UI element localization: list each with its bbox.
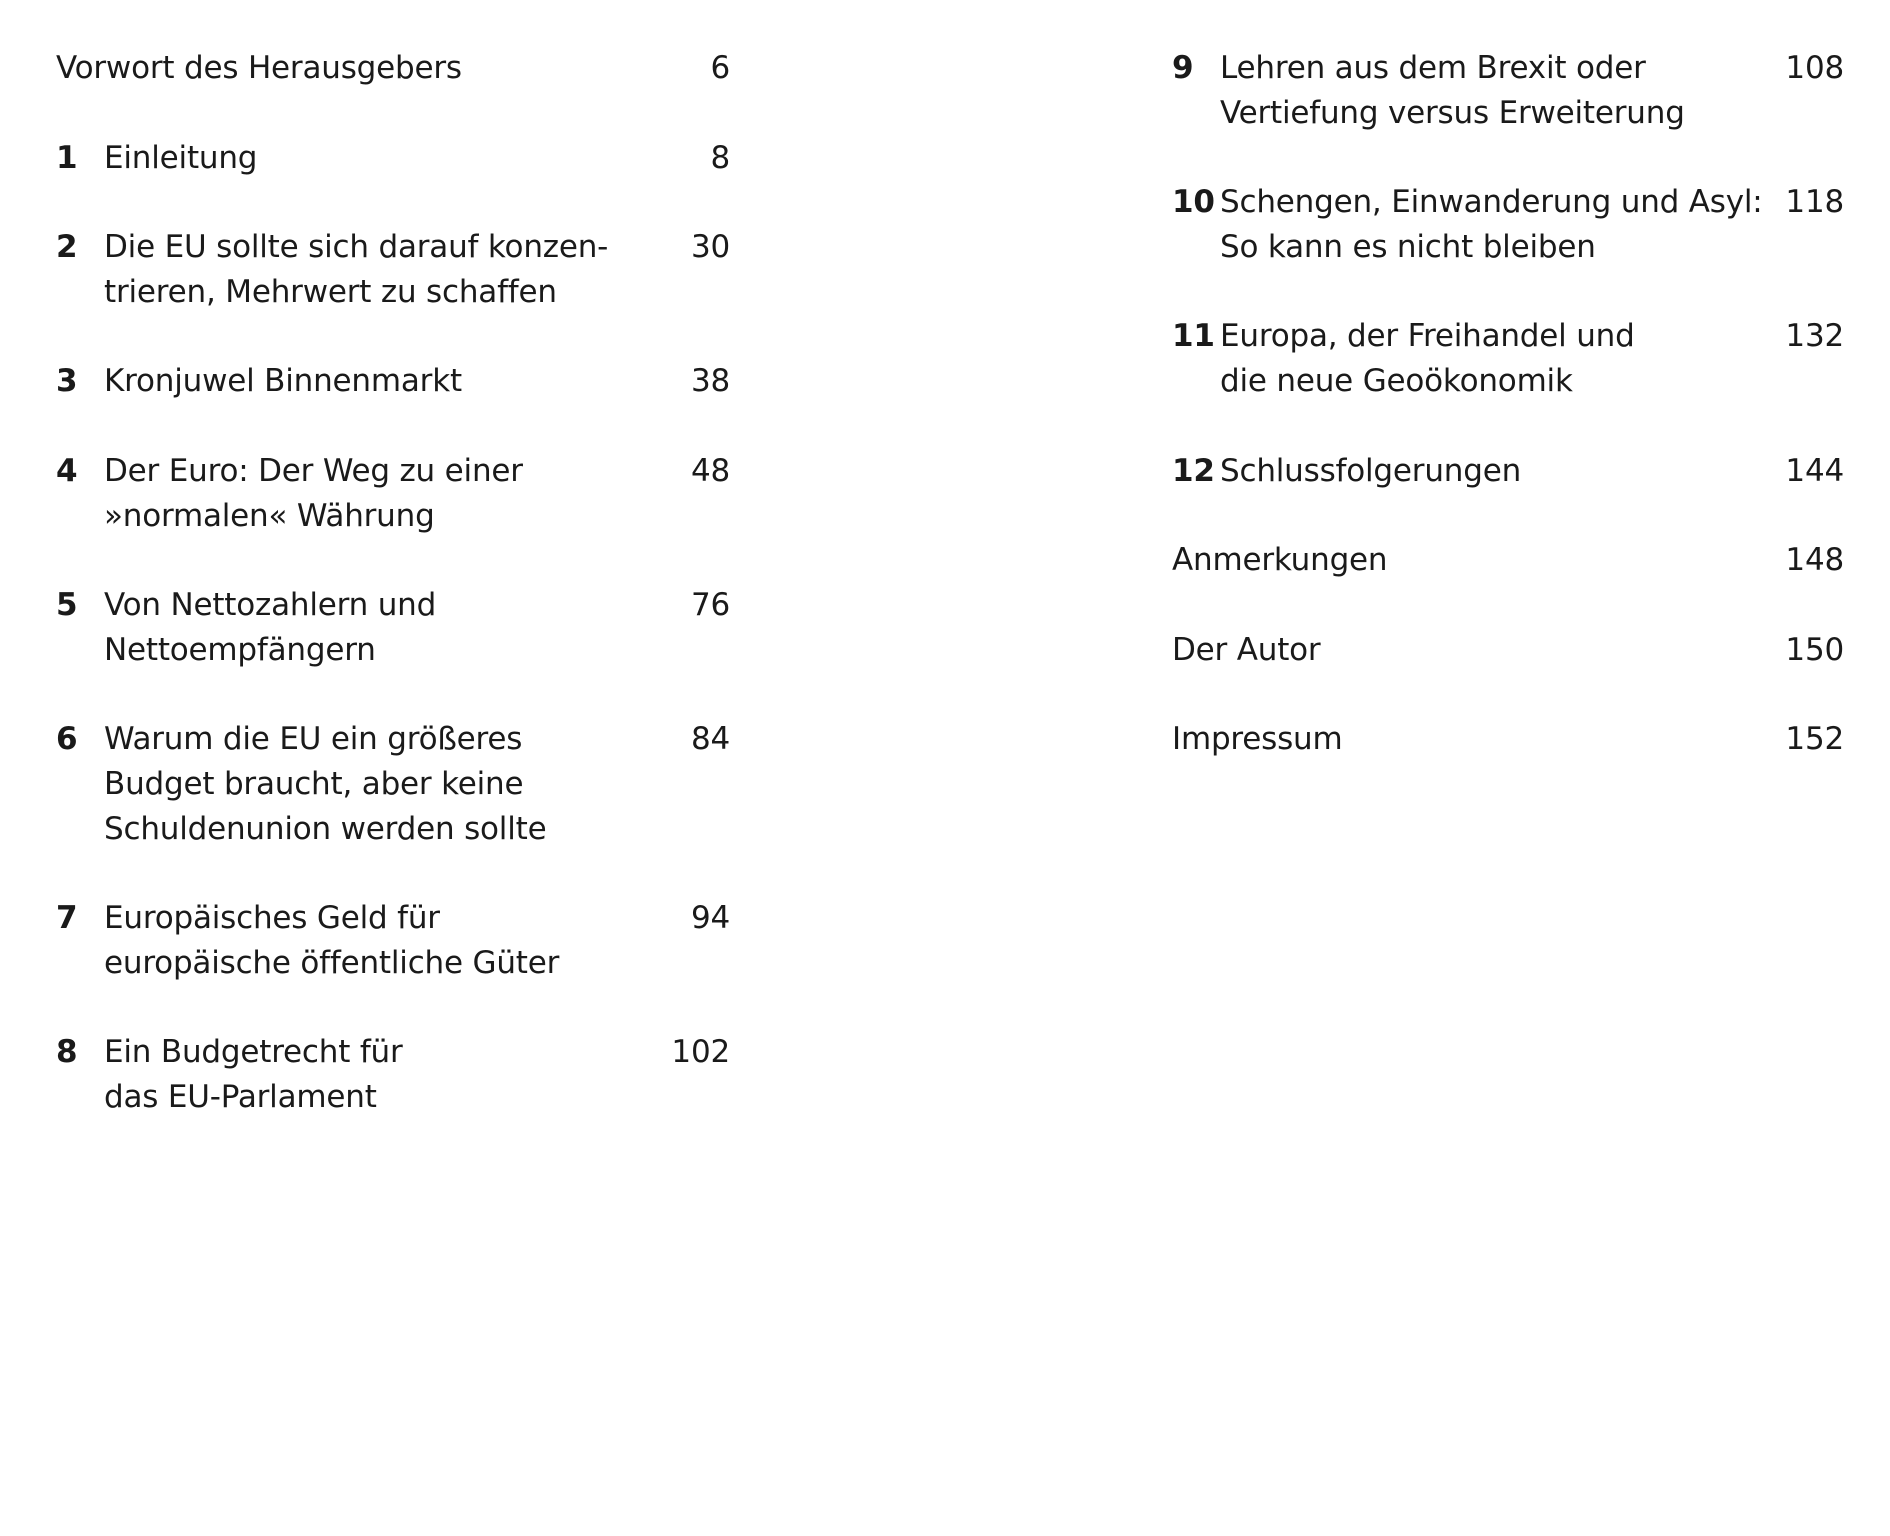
toc-entry-page: 148 xyxy=(1785,542,1844,578)
toc-entry-page: 84 xyxy=(690,721,730,757)
toc-entry-page: 118 xyxy=(1785,184,1844,220)
toc-entry-chapter-10[interactable] xyxy=(1172,180,1844,270)
toc-entry-page: 48 xyxy=(690,453,730,489)
toc-entry-page: 152 xyxy=(1785,721,1844,757)
toc-entry-number: 7 xyxy=(56,900,78,936)
toc-entry-number: 1 xyxy=(56,140,78,176)
toc-entry-chapter-11[interactable] xyxy=(1172,314,1844,404)
toc-entry-title: Von Nettozahlern und Nettoempfängern xyxy=(104,587,437,668)
toc-entry-title: Europa, der Freihandel und die neue Geoökonomik xyxy=(1220,318,1635,399)
toc-entry-chapter-8[interactable] xyxy=(56,1030,730,1120)
toc-entry-page: 94 xyxy=(690,900,730,936)
toc-entry-title: Kronjuwel Binnenmarkt xyxy=(104,363,462,399)
toc-entry-chapter-3[interactable] xyxy=(56,359,730,404)
toc-entry-page: 150 xyxy=(1785,632,1844,668)
toc-entry-number: 2 xyxy=(56,229,78,265)
toc-entry-chapter-9[interactable] xyxy=(1172,46,1844,136)
toc-entry-notes[interactable] xyxy=(1172,538,1844,583)
toc-entry-chapter-6[interactable] xyxy=(56,717,730,852)
toc-entry-imprint[interactable] xyxy=(1172,717,1844,762)
toc-entry-number: 11 xyxy=(1172,318,1215,354)
toc-entry-title: Anmerkungen xyxy=(1172,542,1388,578)
toc-entry-page: 144 xyxy=(1785,453,1844,489)
toc-entry-title: Vorwort des Herausgebers xyxy=(56,50,462,86)
toc-entry-title: Ein Budgetrecht für das EU-Parlament xyxy=(104,1034,403,1115)
toc-entry-title: Impressum xyxy=(1172,721,1343,757)
toc-entry-number: 4 xyxy=(56,453,78,489)
toc-entry-number: 10 xyxy=(1172,184,1215,220)
toc-entry-title: Warum die EU ein größeres Budget braucht, aber keine Schuldenunion werden sollte xyxy=(104,721,547,847)
toc-entry-page: 102 xyxy=(671,1034,730,1070)
toc-entry-number: 6 xyxy=(56,721,78,757)
toc-entry-page: 76 xyxy=(690,587,730,623)
toc-entry-page: 30 xyxy=(690,229,730,265)
toc-entry-number: 3 xyxy=(56,363,78,399)
toc-entry-chapter-12[interactable] xyxy=(1172,449,1844,494)
toc-entry-page: 132 xyxy=(1785,318,1844,354)
toc-entry-chapter-2[interactable] xyxy=(56,225,730,315)
toc-entry-page: 8 xyxy=(710,140,730,176)
toc-entry-title: Die EU sollte sich darauf konzen- trieren, Mehrwert zu schaffen xyxy=(104,229,609,310)
toc-entry-page: 108 xyxy=(1785,50,1844,86)
toc-entry-title: Lehren aus dem Brexit oder Vertiefung versus Erweiterung xyxy=(1220,50,1685,131)
toc-entry-chapter-4[interactable] xyxy=(56,449,730,539)
toc-entry-chapter-1[interactable] xyxy=(56,136,730,181)
toc-entry-foreword[interactable] xyxy=(56,46,730,91)
toc-entry-page: 6 xyxy=(710,50,730,86)
toc-entry-title: Schengen, Einwanderung und Asyl: So kann es nicht bleiben xyxy=(1220,184,1763,265)
toc-entry-author[interactable] xyxy=(1172,628,1844,673)
toc-entry-number: 8 xyxy=(56,1034,78,1070)
toc-entry-chapter-5[interactable] xyxy=(56,583,730,673)
toc-entry-title: Schlussfolgerungen xyxy=(1220,453,1522,489)
toc-entry-number: 5 xyxy=(56,587,78,623)
toc-entry-number: 9 xyxy=(1172,50,1194,86)
toc-entry-title: Europäisches Geld für europäische öffentliche Güter xyxy=(104,900,560,981)
toc-entry-chapter-7[interactable] xyxy=(56,896,730,986)
toc-entry-page: 38 xyxy=(690,363,730,399)
toc-entry-title: Der Euro: Der Weg zu einer »normalen« Währung xyxy=(104,453,523,534)
toc-entry-title: Einleitung xyxy=(104,140,258,176)
toc-entry-title: Der Autor xyxy=(1172,632,1321,668)
toc-entry-number: 12 xyxy=(1172,453,1215,489)
